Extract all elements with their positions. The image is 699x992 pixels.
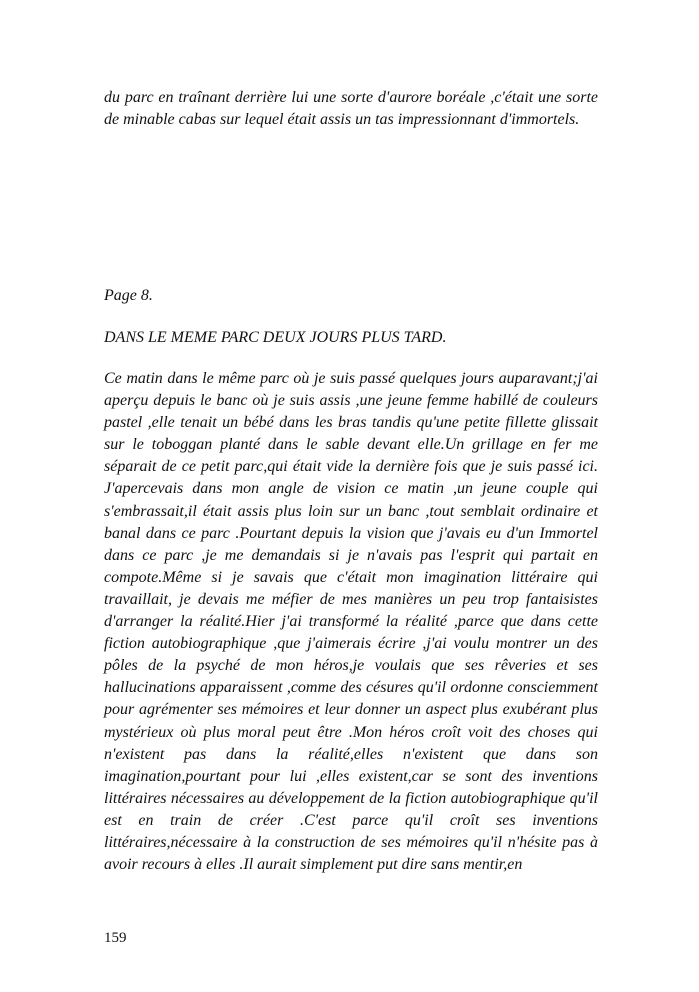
intro-paragraph: du parc en traînant derrière lui une sorte d'aurore boréale ,c'était une sorte de minable cabas sur lequel était assis un tas impressionnant d'immortels. (104, 89, 598, 129)
body-paragraph: Ce matin dans le même parc où je suis passé quelques jours auparavant;j'ai aperçu depuis le banc où je suis assis ,une jeune femme habillé de couleurs pastel ,elle tenait un bébé dans les bras tandis qu'une petite fillette glissait sur le toboggan planté dans le sable devant elle.Un grillage en fer me séparait de ce petit parc,qui était vide la dernière fois que je suis passé ici. J'apercevais dans mon angle de vision ce matin ,un jeune couple qui s'embrassait,il était assis plus loin sur un banc ,tout semblait ordinaire et banal dans ce parc .Pourtant depuis la vision que j'avais eu d'un Immortel dans ce parc ,je me demandais si je n'avais pas l'esprit qui partait en compote.Même si je savais que c'était mon imagination littéraire qui travaillait, je devais me méfier de mes manières un peu trop fantaisistes d'arranger la réalité.Hier j'ai transformé la réalité ,parce que dans cette fiction autobiographique ,que j'aimerais écrire ,j'ai voulu montrer un des pôles de la psyché de mon héros,je voulais que ses rêveries et ses hallucinations apparaissent ,comme des césures qu'il ordonne consciemment pour agrémenter ses mémoires et leur donner un aspect plus exubérant plus mystérieux où plus moral peut être .Mon héros croît voit des choses qui n'existent pas dans la réalité,elles n'existent que dans son imagination,pourtant pour lui ,elles existent,car se sont des inventions littéraires nécessaires au développement de la fiction autobiographique qu'il est en train de créer .C'est parce qu'il croît ses inventions littéraires,nécessaire à la construction de ses mémoires qu'il n'hésite pas à avoir recours à elles .Il aurait simplement put dire sans mentir,en (104, 370, 598, 874)
chapter-title: DANS LE MEME PARC DEUX JOURS PLUS TARD. (104, 329, 447, 346)
page-label: Page 8. (104, 287, 153, 304)
page-number: 159 (104, 930, 127, 946)
